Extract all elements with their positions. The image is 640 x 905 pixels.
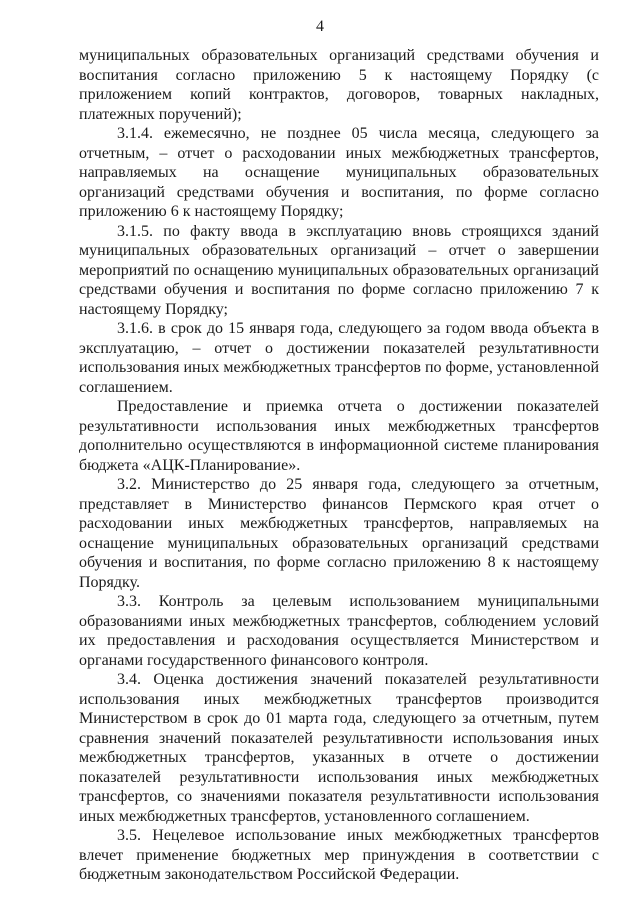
- document-body: [79, 46, 599, 885]
- paragraph-continuation: муниципальных образовательных организаций средствами обучения и воспитания согласно приложению 5 к настоящему Порядку (с приложением копий контрактов, договоров, товарных накладных, платежных поручений);: [79, 47, 599, 123]
- paragraph-3-4: 3.4. Оценка достижения значений показателей результативности использования иных межбюджетных трансфертов производится Министерством в срок до 01 марта года, следующего за отчетным, путем сравнения значений показателей результативности использования иных межбюджетных трансфертов, указанных в отчете о достижении показателей результативности использования иных межбюджетных трансфертов, со значениями показателя результативности использования иных межбюджетных трансфертов, установленного соглашением.: [79, 671, 599, 825]
- paragraph-3-5: 3.5. Нецелевое использование иных межбюджетных трансфертов влечет применение бюджетных мер принуждения в соответствии с бюджетным законодательством Российской Федерации.: [79, 827, 599, 883]
- paragraph-3-2: 3.2. Министерство до 25 января года, следующего за отчетным, представляет в Министерство финансов Пермского края отчет о расходовании иных межбюджетных трансфертов, направляемых на оснащение муниципальных образовательных организаций средствами обучения и воспитания, по форме согласно приложению 8 к настоящему Порядку.: [79, 476, 599, 591]
- paragraph-3-3: 3.3. Контроль за целевым использованием муниципальными образованиями иных межбюджетных трансфертов, соблюдением условий их предоставления и расходования осуществляется Министерством и органами государственного финансового контроля.: [79, 593, 599, 669]
- paragraph-report-acceptance: Предоставление и приемка отчета о достижении показателей результативности использования иных межбюджетных трансфертов дополнительно осуществляются в информационной системе планирования бюджета «АЦК-Планирование».: [79, 398, 599, 474]
- paragraph-3-1-5: 3.1.5. по факту ввода в эксплуатацию вновь строящихся зданий муниципальных образовательных организаций – отчет о завершении мероприятий по оснащению муниципальных образовательных организаций средствами обучения и воспитания по форме согласно приложению 7 к настоящему Порядку;: [79, 222, 599, 318]
- page-number: 4: [316, 18, 324, 35]
- paragraph-3-1-6: 3.1.6. в срок до 15 января года, следующего за годом ввода объекта в эксплуатацию, – отчет о достижении показателей результативности использования иных межбюджетных трансфертов по форме, установленной соглашением.: [79, 320, 599, 396]
- paragraph-3-1-4: 3.1.4. ежемесячно, не позднее 05 числа месяца, следующего за отчетным, – отчет о расходовании иных межбюджетных трансфертов, направляемых на оснащение муниципальных образовательных организаций средствами обучения и воспитания, по форме согласно приложению 6 к настоящему Порядку;: [79, 125, 599, 220]
